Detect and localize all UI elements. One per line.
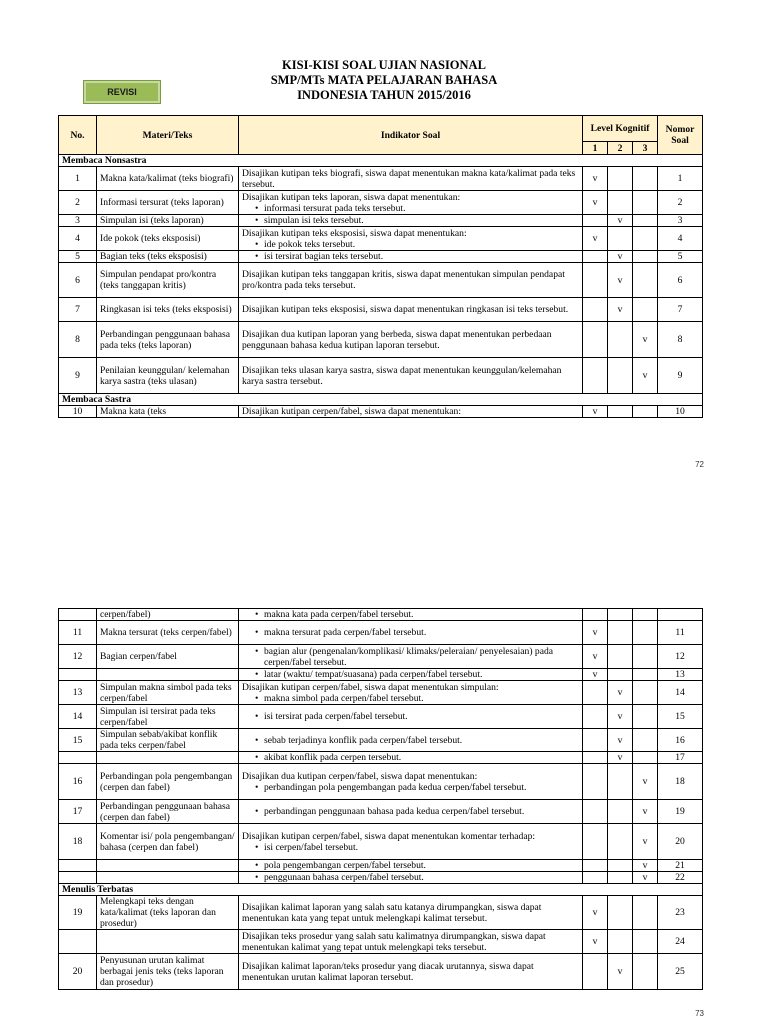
level-3-cell xyxy=(633,167,658,191)
nomor-soal-cell: 7 xyxy=(658,298,703,322)
nomor-soal-cell: 4 xyxy=(658,227,703,251)
level-1-cell xyxy=(583,681,608,705)
level-2-cell xyxy=(608,358,633,394)
level-3-check: v xyxy=(633,764,658,800)
page-number-72: 72 xyxy=(695,460,704,469)
table-row xyxy=(59,263,703,298)
level-2-cell xyxy=(608,872,633,884)
indikator-text: Disajikan kutipan teks tanggapan kritis, siswa dapat menentukan simpulan pendapat pro/kontra pada teks tersebut. xyxy=(242,269,565,291)
indikator-bullet: • makna kata pada cerpen/fabel tersebut. xyxy=(242,609,579,620)
level-3-cell xyxy=(633,669,658,681)
level-2-check: v xyxy=(608,215,633,227)
indikator-cell xyxy=(239,729,583,752)
nomor-soal-cell: 15 xyxy=(658,705,703,729)
indikator-cell xyxy=(239,621,583,645)
section-heading: Membaca Nonsastra xyxy=(59,155,703,167)
materi-cell: Penilaian keunggulan/ kelemahan karya sastra (teks ulasan) xyxy=(97,358,239,394)
level-1-cell xyxy=(583,322,608,358)
table-row xyxy=(59,621,703,645)
indikator-text: Disajikan kutipan teks laporan, siswa dapat menentukan: xyxy=(242,191,461,203)
materi-cell xyxy=(97,669,239,681)
indikator-cell xyxy=(239,406,583,418)
table-row xyxy=(59,872,703,884)
indikator-cell xyxy=(239,896,583,930)
level-3-cell xyxy=(633,215,658,227)
level-3-cell xyxy=(633,298,658,322)
materi-cell: Simpulan isi (teks laporan) xyxy=(97,215,239,227)
title-line-2: SMP/MTs MATA PELAJARAN BAHASA xyxy=(270,73,498,87)
nomor-soal-cell: 17 xyxy=(658,752,703,764)
materi-cell: Bagian cerpen/fabel xyxy=(97,645,239,669)
materi-cell: Bagian teks (teks eksposisi) xyxy=(97,251,239,263)
row-number: 14 xyxy=(59,705,97,729)
nomor-soal-cell: 9 xyxy=(658,358,703,394)
indikator-bullet: • ide pokok teks tersebut. xyxy=(242,239,579,250)
kisi-kisi-table-page-72 xyxy=(58,115,703,418)
indikator-cell xyxy=(239,215,583,227)
level-3-cell xyxy=(633,263,658,298)
table-row xyxy=(59,824,703,860)
indikator-cell xyxy=(239,930,583,954)
level-1-cell xyxy=(583,764,608,800)
indikator-cell xyxy=(239,358,583,394)
level-3-check: v xyxy=(633,322,658,358)
level-2-cell xyxy=(608,621,633,645)
table-row xyxy=(59,394,703,406)
indikator-cell xyxy=(239,645,583,669)
table-row xyxy=(59,800,703,824)
indikator-text: Disajikan kutipan teks biografi, siswa dapat menentukan makna kata/kalimat pada teks tersebut. xyxy=(242,167,576,190)
indikator-bullet: • bagian alur (pengenalan/komplikasi/ klimaks/peleraian/ penyelesaian) pada cerpen/fabel tersebut. xyxy=(242,646,579,668)
indikator-text: Disajikan kalimat laporan/teks prosedur yang diacak urutannya, siswa dapat menentukan urutan kalimat laporan tersebut. xyxy=(242,960,534,983)
level-2-check: v xyxy=(608,752,633,764)
row-number: 11 xyxy=(59,621,97,645)
level-3-cell xyxy=(633,954,658,990)
level-1-check: v xyxy=(583,669,608,681)
level-1-cell xyxy=(583,729,608,752)
level-1-check: v xyxy=(583,191,608,215)
indikator-cell xyxy=(239,191,583,215)
level-3-cell xyxy=(633,621,658,645)
level-2-check: v xyxy=(608,263,633,298)
indikator-cell xyxy=(239,227,583,251)
materi-cell xyxy=(97,752,239,764)
indikator-text: Disajikan teks ulasan karya sastra, siswa dapat menentukan keunggulan/kelemahan karya sastra tersebut. xyxy=(242,364,562,387)
indikator-bullet: • makna simbol pada cerpen/fabel tersebut. xyxy=(242,693,579,704)
row-number: 13 xyxy=(59,681,97,705)
level-3-cell xyxy=(633,191,658,215)
indikator-bullet: • isi tersirat pada cerpen/fabel tersebut. xyxy=(242,711,579,722)
row-number: 8 xyxy=(59,322,97,358)
header-materi: Materi/Teks xyxy=(97,116,239,155)
level-2-cell xyxy=(608,227,633,251)
materi-cell: Informasi tersurat (teks laporan) xyxy=(97,191,239,215)
table-row xyxy=(59,322,703,358)
indikator-text: Disajikan kalimat laporan yang salah satu katanya dirumpangkan, siswa dapat menentukan kata yang tepat untuk melengkapi kalimat tersebut. xyxy=(242,901,542,924)
level-1-cell xyxy=(583,860,608,872)
nomor-soal-cell: 13 xyxy=(658,669,703,681)
nomor-soal-cell: 24 xyxy=(658,930,703,954)
indikator-cell xyxy=(239,705,583,729)
level-2-cell xyxy=(608,191,633,215)
nomor-soal-cell: 25 xyxy=(658,954,703,990)
level-2-check: v xyxy=(608,705,633,729)
row-number: 17 xyxy=(59,800,97,824)
nomor-soal-cell: 11 xyxy=(658,621,703,645)
indikator-bullet: • penggunaan bahasa cerpen/fabel tersebut. xyxy=(242,872,579,883)
table-row xyxy=(59,681,703,705)
table-row xyxy=(59,930,703,954)
level-3-cell xyxy=(633,406,658,418)
indikator-cell xyxy=(239,752,583,764)
row-number: 9 xyxy=(59,358,97,394)
level-1-check: v xyxy=(583,896,608,930)
level-3-check: v xyxy=(633,800,658,824)
level-1-cell xyxy=(583,752,608,764)
level-2-cell xyxy=(608,800,633,824)
table-row xyxy=(59,752,703,764)
materi-cell: Makna kata (teks xyxy=(97,406,239,418)
level-3-cell xyxy=(633,729,658,752)
indikator-cell xyxy=(239,167,583,191)
indikator-bullet: • isi tersirat bagian teks tersebut. xyxy=(242,251,579,262)
materi-cell: Simpulan sebab/akibat konflik pada teks cerpen/fabel xyxy=(97,729,239,752)
nomor-soal-cell xyxy=(658,609,703,621)
table-row xyxy=(59,860,703,872)
level-3-check: v xyxy=(633,824,658,860)
table-row xyxy=(59,764,703,800)
nomor-soal-cell: 2 xyxy=(658,191,703,215)
kisi-kisi-table-page-73 xyxy=(58,608,703,990)
row-number xyxy=(59,609,97,621)
indikator-cell xyxy=(239,764,583,800)
materi-cell: Perbandingan penggunaan bahasa (cerpen dan fabel) xyxy=(97,800,239,824)
level-3-check: v xyxy=(633,358,658,394)
indikator-bullet: • perbandingan pola pengembangan pada kedua cerpen/fabel tersebut. xyxy=(242,782,579,793)
table-row xyxy=(59,609,703,621)
row-number: 5 xyxy=(59,251,97,263)
nomor-soal-cell: 22 xyxy=(658,872,703,884)
level-2-cell xyxy=(608,645,633,669)
materi-cell: cerpen/fabel) xyxy=(97,609,239,621)
materi-cell: Ide pokok (teks eksposisi) xyxy=(97,227,239,251)
table-body-page-73 xyxy=(59,609,703,990)
header-level-3: 3 xyxy=(633,142,658,155)
level-1-cell xyxy=(583,800,608,824)
indikator-cell xyxy=(239,609,583,621)
materi-cell: Simpulan pendapat pro/kontra (teks tanggapan kritis) xyxy=(97,263,239,298)
indikator-bullet: • akibat konflik pada cerpen tersebut. xyxy=(242,752,579,763)
indikator-bullet: • isi cerpen/fabel tersebut. xyxy=(242,842,579,853)
header-level-2: 2 xyxy=(608,142,633,155)
nomor-soal-cell: 10 xyxy=(658,406,703,418)
level-1-check: v xyxy=(583,621,608,645)
table-row xyxy=(59,358,703,394)
row-number: 18 xyxy=(59,824,97,860)
materi-cell: Perbandingan penggunaan bahasa pada teks (teks laporan) xyxy=(97,322,239,358)
row-number: 19 xyxy=(59,896,97,930)
materi-cell: Melengkapi teks dengan kata/kalimat (teks laporan dan prosedur) xyxy=(97,896,239,930)
level-3-cell xyxy=(633,896,658,930)
page-number-73: 73 xyxy=(695,1009,704,1018)
level-1-cell xyxy=(583,263,608,298)
row-number: 4 xyxy=(59,227,97,251)
row-number: 10 xyxy=(59,406,97,418)
nomor-soal-cell: 21 xyxy=(658,860,703,872)
level-3-cell xyxy=(633,227,658,251)
level-3-cell xyxy=(633,705,658,729)
section-heading: Menulis Terbatas xyxy=(59,884,703,896)
level-2-cell xyxy=(608,669,633,681)
table-row xyxy=(59,954,703,990)
indikator-cell xyxy=(239,298,583,322)
header-level-1: 1 xyxy=(583,142,608,155)
indikator-text: Disajikan kutipan cerpen/fabel, siswa dapat menentukan komentar terhadap: xyxy=(242,830,536,842)
table-row xyxy=(59,155,703,167)
indikator-cell xyxy=(239,800,583,824)
level-2-cell xyxy=(608,860,633,872)
row-number: 12 xyxy=(59,645,97,669)
level-2-cell xyxy=(608,824,633,860)
level-1-cell xyxy=(583,609,608,621)
indikator-bullet: • pola pengembangan cerpen/fabel tersebut. xyxy=(242,860,579,871)
materi-cell xyxy=(97,860,239,872)
materi-cell: Simpulan isi tersirat pada teks cerpen/fabel xyxy=(97,705,239,729)
table-row xyxy=(59,896,703,930)
materi-cell: Penyusunan urutan kalimat berbagai jenis teks (teks laporan dan prosedur) xyxy=(97,954,239,990)
indikator-text: Disajikan teks prosedur yang salah satu kalimatnya dirumpangkan, siswa dapat menentukan kalimat yang tepat untuk melengkapi teks tersebut. xyxy=(242,930,546,953)
indikator-cell xyxy=(239,872,583,884)
level-1-check: v xyxy=(583,227,608,251)
level-3-check: v xyxy=(633,872,658,884)
level-3-cell xyxy=(633,251,658,263)
nomor-soal-cell: 14 xyxy=(658,681,703,705)
nomor-soal-cell: 6 xyxy=(658,263,703,298)
level-1-check: v xyxy=(583,406,608,418)
level-1-check: v xyxy=(583,167,608,191)
nomor-soal-cell: 23 xyxy=(658,896,703,930)
level-1-cell xyxy=(583,954,608,990)
title-line-1: KISI-KISI SOAL UJIAN NASIONAL xyxy=(282,58,486,72)
level-3-cell xyxy=(633,681,658,705)
table-row xyxy=(59,298,703,322)
indikator-cell xyxy=(239,669,583,681)
header-no: No. xyxy=(59,116,97,155)
row-number xyxy=(59,872,97,884)
indikator-bullet: • simpulan isi teks tersebut. xyxy=(242,215,579,226)
indikator-cell xyxy=(239,681,583,705)
indikator-bullet: • sebab terjadinya konflik pada cerpen/fabel tersebut. xyxy=(242,735,579,746)
table-row xyxy=(59,191,703,215)
table-row xyxy=(59,645,703,669)
nomor-soal-cell: 8 xyxy=(658,322,703,358)
row-number: 1 xyxy=(59,167,97,191)
section-heading: Membaca Sastra xyxy=(59,394,703,406)
materi-cell: Simpulan makna simbol pada teks cerpen/fabel xyxy=(97,681,239,705)
table-row xyxy=(59,215,703,227)
indikator-text: Disajikan kutipan cerpen/fabel, siswa dapat menentukan: xyxy=(242,406,461,417)
level-2-cell xyxy=(608,167,633,191)
header-nomor: Nomor Soal xyxy=(658,116,703,155)
table-row xyxy=(59,251,703,263)
nomor-soal-cell: 19 xyxy=(658,800,703,824)
table-body-page-72 xyxy=(59,155,703,418)
materi-cell: Makna tersurat (teks cerpen/fabel) xyxy=(97,621,239,645)
header-level: Level Kognitif xyxy=(583,116,658,142)
table-row xyxy=(59,406,703,418)
title-line-3: INDONESIA TAHUN 2015/2016 xyxy=(297,88,471,102)
table-row xyxy=(59,669,703,681)
indikator-bullet: • makna tersurat pada cerpen/fabel tersebut. xyxy=(242,627,579,638)
nomor-soal-cell: 1 xyxy=(658,167,703,191)
row-number xyxy=(59,930,97,954)
indikator-text: Disajikan kutipan teks eksposisi, siswa dapat menentukan ringkasan isi teks tersebut. xyxy=(242,304,569,315)
row-number: 20 xyxy=(59,954,97,990)
table-row xyxy=(59,884,703,896)
level-2-check: v xyxy=(608,729,633,752)
level-2-check: v xyxy=(608,954,633,990)
table-row xyxy=(59,227,703,251)
level-3-cell xyxy=(633,645,658,669)
level-1-check: v xyxy=(583,645,608,669)
level-3-cell xyxy=(633,930,658,954)
nomor-soal-cell: 12 xyxy=(658,645,703,669)
materi-cell xyxy=(97,872,239,884)
table-row xyxy=(59,729,703,752)
level-1-cell xyxy=(583,872,608,884)
level-3-cell xyxy=(633,752,658,764)
materi-cell xyxy=(97,930,239,954)
table-row xyxy=(59,705,703,729)
indikator-text: Disajikan kutipan cerpen/fabel, siswa dapat menentukan simpulan: xyxy=(242,681,499,693)
indikator-cell xyxy=(239,860,583,872)
level-2-cell xyxy=(608,896,633,930)
row-number: 7 xyxy=(59,298,97,322)
nomor-soal-cell: 16 xyxy=(658,729,703,752)
indikator-text: Disajikan kutipan teks eksposisi, siswa dapat menentukan: xyxy=(242,227,467,239)
level-2-check: v xyxy=(608,251,633,263)
level-1-cell xyxy=(583,358,608,394)
level-1-cell xyxy=(583,251,608,263)
level-2-cell xyxy=(608,322,633,358)
header-indikator: Indikator Soal xyxy=(239,116,583,155)
materi-cell: Makna kata/kalimat (teks biografi) xyxy=(97,167,239,191)
row-number xyxy=(59,752,97,764)
level-2-cell xyxy=(608,609,633,621)
level-1-cell xyxy=(583,298,608,322)
level-3-check: v xyxy=(633,860,658,872)
level-1-cell xyxy=(583,215,608,227)
level-2-check: v xyxy=(608,681,633,705)
indikator-cell xyxy=(239,954,583,990)
indikator-bullet: • perbandingan penggunaan bahasa pada kedua cerpen/fabel tersebut. xyxy=(242,806,579,817)
row-number: 15 xyxy=(59,729,97,752)
nomor-soal-cell: 20 xyxy=(658,824,703,860)
indikator-cell xyxy=(239,322,583,358)
indikator-cell xyxy=(239,263,583,298)
row-number: 2 xyxy=(59,191,97,215)
row-number xyxy=(59,860,97,872)
indikator-cell xyxy=(239,251,583,263)
materi-cell: Komentar isi/ pola pengembangan/ bahasa (cerpen dan fabel) xyxy=(97,824,239,860)
row-number: 3 xyxy=(59,215,97,227)
indikator-text: Disajikan dua kutipan laporan yang berbeda, siswa dapat menentukan perbedaan penggunaan bahasa kedua kutipan laporan tersebut. xyxy=(242,328,552,351)
indikator-cell xyxy=(239,824,583,860)
indikator-bullet: • informasi tersurat pada teks tersebut. xyxy=(242,203,579,214)
nomor-soal-cell: 5 xyxy=(658,251,703,263)
indikator-bullet: • latar (waktu/ tempat/suasana) pada cerpen/fabel tersebut. xyxy=(242,669,579,680)
level-3-cell xyxy=(633,609,658,621)
level-2-check: v xyxy=(608,298,633,322)
row-number xyxy=(59,669,97,681)
level-2-cell xyxy=(608,930,633,954)
row-number: 6 xyxy=(59,263,97,298)
level-1-cell xyxy=(583,824,608,860)
row-number: 16 xyxy=(59,764,97,800)
revisi-badge: REVISI xyxy=(84,81,160,103)
level-1-cell xyxy=(583,705,608,729)
materi-cell: Ringkasan isi teks (teks eksposisi) xyxy=(97,298,239,322)
materi-cell: Perbandingan pola pengembangan (cerpen dan fabel) xyxy=(97,764,239,800)
level-2-cell xyxy=(608,764,633,800)
level-2-cell xyxy=(608,406,633,418)
nomor-soal-cell: 18 xyxy=(658,764,703,800)
level-1-check: v xyxy=(583,930,608,954)
nomor-soal-cell: 3 xyxy=(658,215,703,227)
indikator-text: Disajikan dua kutipan cerpen/fabel, siswa dapat menentukan: xyxy=(242,770,478,782)
table-row xyxy=(59,167,703,191)
